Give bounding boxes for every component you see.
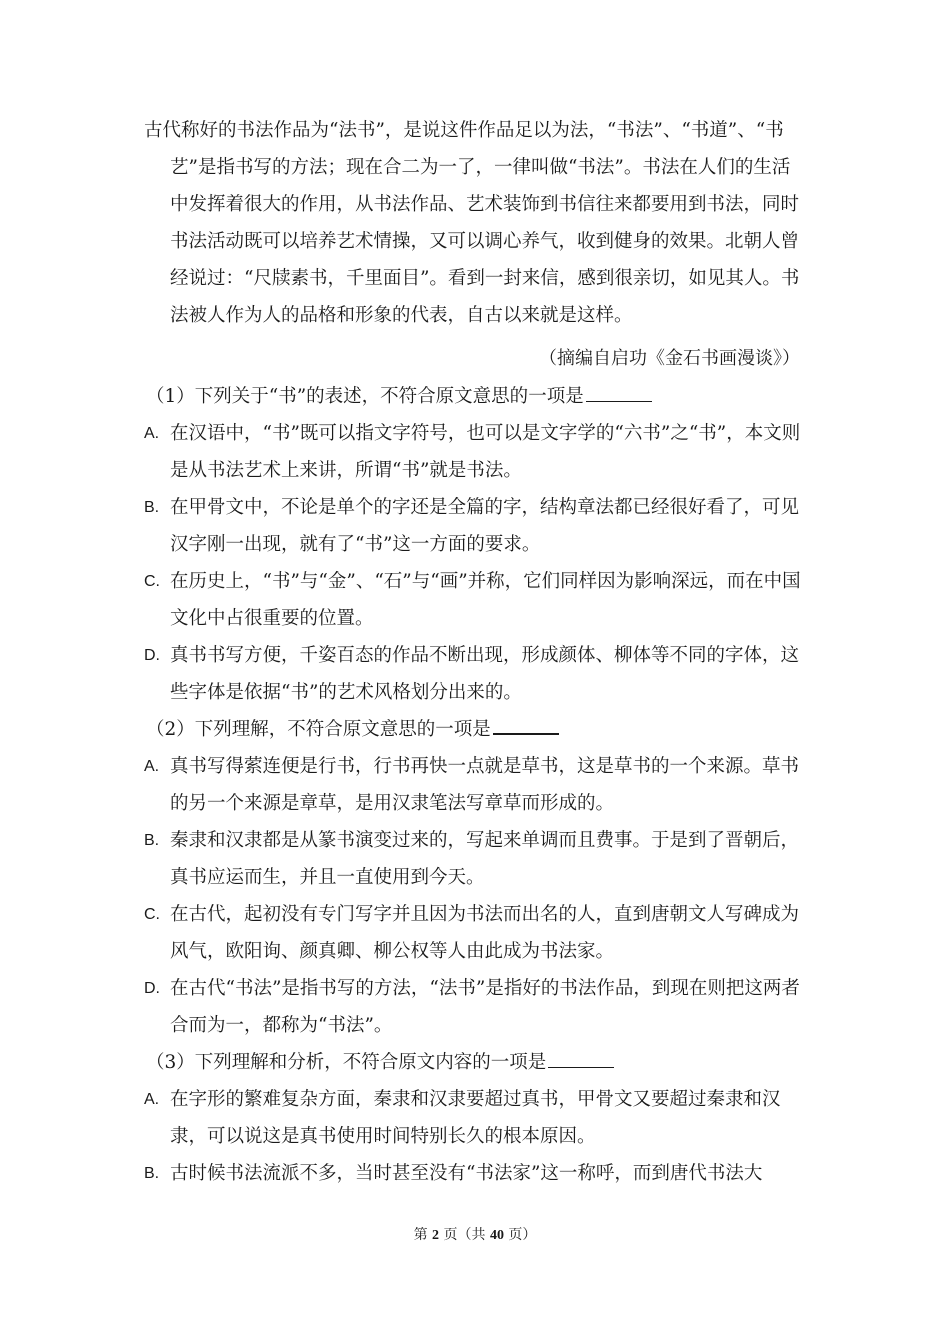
question-3-stem: （3）下列理解和分析，不符合原文内容的一项是 xyxy=(144,1044,808,1081)
option-letter: C. xyxy=(144,906,160,923)
option-text: 在古代，起初没有专门写字并且因为书法而出名的人，直到唐朝文人写碑成为风气，欧阳询、颜真卿、柳公权等人由此成为书法家。 xyxy=(170,904,800,962)
option-letter: A. xyxy=(144,425,160,442)
option-text: 古时候书法流派不多，当时甚至没有“书法家”这一称呼，而到唐代书法大 xyxy=(170,1163,763,1184)
question-2-option-d xyxy=(144,970,808,1044)
passage-source: （摘编自启功《金石书画漫谈》） xyxy=(539,348,800,369)
question-3-option-b xyxy=(144,1155,808,1192)
footer-total-pages: 40 xyxy=(489,1228,504,1243)
option-text: 真书书写方便，千姿百态的作品不断出现，形成颜体、柳体等不同的字体，这些字体是依据“书”的艺术风格划分出来的。 xyxy=(170,645,800,703)
question-1-stem: （1）下列关于“书”的表述，不符合原文意思的一项是 xyxy=(144,378,808,415)
footer-suffix: 页） xyxy=(508,1227,537,1243)
option-letter: C. xyxy=(144,573,160,590)
question-1-option-c xyxy=(144,563,808,637)
option-text: 在汉语中，“书”既可以指文字符号，也可以是文字学的“六书”之“书”，本文则是从书法艺术上来讲，所谓“书”就是书法。 xyxy=(170,423,801,481)
footer-middle: 页（共 xyxy=(443,1227,486,1243)
footer-prefix: 第 xyxy=(413,1227,428,1243)
question-3-option-a xyxy=(144,1081,808,1155)
question-2-stem: （2）下列理解，不符合原文意思的一项是 xyxy=(144,711,808,748)
passage xyxy=(144,112,808,334)
passage-paragraph: 古代称好的书法作品为“法书”，是说这件作品足以为法，“书法”、“书道”、“书艺”是指书写的方法；现在合二为一了，一律叫做“书法”。书法在人们的生活中发挥着很大的作用，从书法作品、艺术装饰到书信往来都要用到书法，同时书法活动既可以培养艺术情操，又可以调心养气，收到健身的效果。北朝人曾经说过：“尺牍素书，千里面目”。看到一封来信，感到很亲切，如见其人。书法被人作为人的品格和形象的代表，自古以来就是这样。 xyxy=(144,120,800,326)
option-letter: B. xyxy=(144,499,160,516)
page-footer xyxy=(0,1224,950,1244)
option-letter: B. xyxy=(144,1165,160,1182)
option-letter: B. xyxy=(144,832,160,849)
answer-blank xyxy=(586,381,652,402)
question-2-option-a xyxy=(144,748,808,822)
option-text: 在字形的繁难复杂方面，秦隶和汉隶要超过真书，甲骨文又要超过秦隶和汉隶，可以说这是真书使用时间特别长久的根本原因。 xyxy=(170,1089,781,1147)
option-letter: A. xyxy=(144,1091,160,1108)
question-2-option-b xyxy=(144,822,808,896)
option-letter: A. xyxy=(144,758,160,775)
question-1-option-b xyxy=(144,489,808,563)
option-letter: D. xyxy=(144,980,160,997)
answer-blank xyxy=(548,1047,614,1068)
option-text: 在甲骨文中，不论是单个的字还是全篇的字，结构章法都已经很好看了，可见汉字刚一出现，就有了“书”这一方面的要求。 xyxy=(170,497,800,555)
option-text: 在历史上，“书”与“金”、“石”与“画”并称，它们同样因为影响深远，而在中国文化中占很重要的位置。 xyxy=(170,571,801,629)
option-letter: D. xyxy=(144,647,160,664)
option-text: 秦隶和汉隶都是从篆书演变过来的，写起来单调而且费事。于是到了晋朝后，真书应运而生，并且一直使用到今天。 xyxy=(170,830,800,888)
question-1-option-d xyxy=(144,637,808,711)
question-list xyxy=(144,378,808,1192)
footer-page-number: 2 xyxy=(432,1228,440,1243)
question-1-option-a xyxy=(144,415,808,489)
question-2-option-c xyxy=(144,896,808,970)
option-text: 真书写得萦连便是行书，行书再快一点就是草书，这是草书的一个来源。草书的另一个来源是章草，是用汉隶笔法写章草而形成的。 xyxy=(170,756,800,814)
answer-blank xyxy=(493,713,559,735)
option-text: 在古代“书法”是指书写的方法，“法书”是指好的书法作品，到现在则把这两者合而为一，都称为“书法”。 xyxy=(170,978,800,1036)
